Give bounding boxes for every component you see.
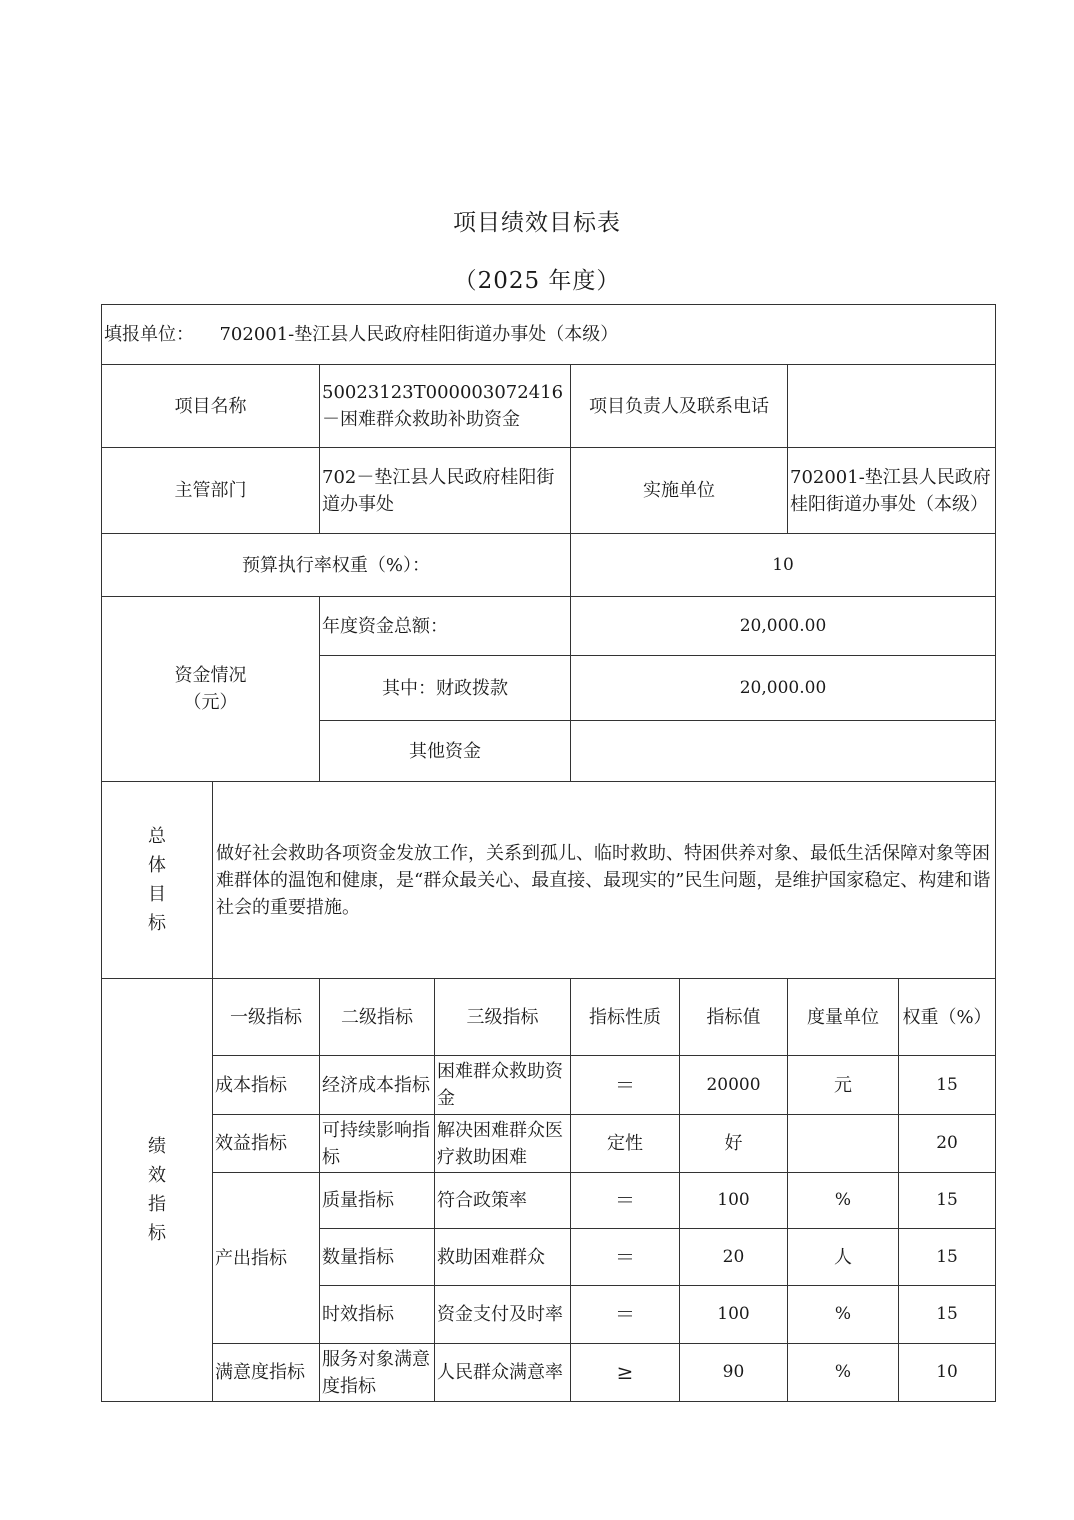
unit-cell: 人 — [788, 1229, 899, 1286]
funds-fiscal-value: 20,000.00 — [571, 656, 996, 721]
nature-cell: ＝ — [571, 1229, 680, 1286]
header-unit: 度量单位 — [788, 979, 899, 1056]
nature-cell: ＝ — [571, 1286, 680, 1344]
nature-cell: ＝ — [571, 1173, 680, 1229]
performance-target-table — [101, 304, 996, 1402]
unit-cell: % — [788, 1286, 899, 1344]
value-cell: 20 — [680, 1229, 788, 1286]
funds-total-value: 20,000.00 — [571, 597, 996, 656]
level2-cell: 可持续影响指标 — [320, 1115, 435, 1173]
overall-goal-text: 做好社会救助各项资金发放工作，关系到孤儿、临时救助、特困供养对象、最低生活保障对象等困难群体的温饱和健康，是“群众最关心、最直接、最现实的”民生问题，是维护国家稳定、构建和谐社会的重要措施。 — [213, 782, 996, 979]
budget-weight-row — [102, 534, 996, 597]
implementing-unit-label: 实施单位 — [571, 448, 788, 534]
level2-cell: 时效指标 — [320, 1286, 435, 1344]
contact-value — [788, 365, 996, 448]
fill-unit-label: 填报单位： — [104, 324, 194, 345]
weight-cell: 15 — [899, 1229, 996, 1286]
weight-cell: 10 — [899, 1344, 996, 1402]
funds-fiscal-label: 其中：财政拨款 — [320, 656, 571, 721]
header-level3: 三级指标 — [435, 979, 571, 1056]
unit-cell: % — [788, 1344, 899, 1402]
funds-other-value — [571, 721, 996, 782]
table-row — [102, 1115, 996, 1173]
value-cell: 100 — [680, 1173, 788, 1229]
header-level1: 一级指标 — [213, 979, 320, 1056]
page-title: 项目绩效目标表 — [453, 210, 621, 236]
header-nature: 指标性质 — [571, 979, 680, 1056]
indicators-label-char: 绩 — [148, 1136, 166, 1157]
nature-cell: ≥ — [571, 1344, 680, 1402]
header-value: 指标值 — [680, 979, 788, 1056]
level3-cell: 救助困难群众 — [435, 1229, 571, 1286]
indicators-label-char: 效 — [148, 1165, 166, 1186]
unit-cell — [788, 1115, 899, 1173]
level2-cell: 经济成本指标 — [320, 1056, 435, 1115]
value-cell: 90 — [680, 1344, 788, 1402]
overall-goal-label-char: 总 — [148, 826, 166, 847]
implementing-unit-value: 702001-垫江县人民政府桂阳街道办事处（本级） — [788, 448, 996, 534]
indicators-label-char: 标 — [148, 1223, 166, 1244]
value-cell: 20000 — [680, 1056, 788, 1115]
project-name-row — [102, 365, 996, 448]
indicators-label-char: 指 — [148, 1194, 166, 1215]
level1-cell: 满意度指标 — [213, 1344, 320, 1402]
level3-cell: 资金支付及时率 — [435, 1286, 571, 1344]
level2-cell: 质量指标 — [320, 1173, 435, 1229]
level1-cell: 效益指标 — [213, 1115, 320, 1173]
value-cell: 好 — [680, 1115, 788, 1173]
level3-cell: 困难群众救助资金 — [435, 1056, 571, 1115]
level2-cell: 服务对象满意度指标 — [320, 1344, 435, 1402]
overall-goal-row — [102, 782, 996, 979]
level1-cell: 成本指标 — [213, 1056, 320, 1115]
funds-total-label: 年度资金总额： — [320, 597, 571, 656]
nature-cell: ＝ — [571, 1056, 680, 1115]
indicator-header-row — [102, 979, 996, 1056]
budget-weight-value: 10 — [571, 534, 996, 597]
funds-label — [102, 597, 320, 782]
level1-cell: 产出指标 — [213, 1173, 320, 1344]
project-name-label: 项目名称 — [102, 365, 320, 448]
department-row — [102, 448, 996, 534]
department-label: 主管部门 — [102, 448, 320, 534]
level3-cell: 人民群众满意率 — [435, 1344, 571, 1402]
funds-label-line2: （元） — [183, 692, 238, 713]
overall-goal-label-char: 标 — [148, 913, 166, 934]
weight-cell: 15 — [899, 1056, 996, 1115]
unit-cell: % — [788, 1173, 899, 1229]
nature-cell: 定性 — [571, 1115, 680, 1173]
funds-label-line1: 资金情况 — [174, 665, 247, 686]
funds-total-row — [102, 597, 996, 656]
table-row — [102, 1056, 996, 1115]
level3-cell: 符合政策率 — [435, 1173, 571, 1229]
department-value: 702－垫江县人民政府桂阳街道办事处 — [320, 448, 571, 534]
fill-unit-value: 702001-垫江县人民政府桂阳街道办事处（本级） — [219, 324, 619, 345]
value-cell: 100 — [680, 1286, 788, 1344]
unit-cell: 元 — [788, 1056, 899, 1115]
overall-goal-label-char: 体 — [148, 855, 166, 876]
contact-label: 项目负责人及联系电话 — [571, 365, 788, 448]
overall-goal-label-char: 目 — [148, 884, 166, 905]
header-weight: 权重（%） — [899, 979, 996, 1056]
level2-cell: 数量指标 — [320, 1229, 435, 1286]
indicators-label — [102, 979, 213, 1402]
header-level2: 二级指标 — [320, 979, 435, 1056]
weight-cell: 20 — [899, 1115, 996, 1173]
level3-cell: 解决困难群众医疗救助困难 — [435, 1115, 571, 1173]
weight-cell: 15 — [899, 1173, 996, 1229]
fill-unit-row — [102, 305, 996, 365]
table-row — [102, 1173, 996, 1229]
overall-goal-label — [102, 782, 213, 979]
budget-weight-label: 预算执行率权重（%）： — [102, 534, 571, 597]
weight-cell: 15 — [899, 1286, 996, 1344]
fill-unit-cell — [102, 305, 996, 365]
page-subtitle: （2025 年度） — [453, 268, 621, 294]
funds-other-label: 其他资金 — [320, 721, 571, 782]
table-row — [102, 1344, 996, 1402]
project-name-value: 50023123T000003072416－困难群众救助补助资金 — [320, 365, 571, 448]
